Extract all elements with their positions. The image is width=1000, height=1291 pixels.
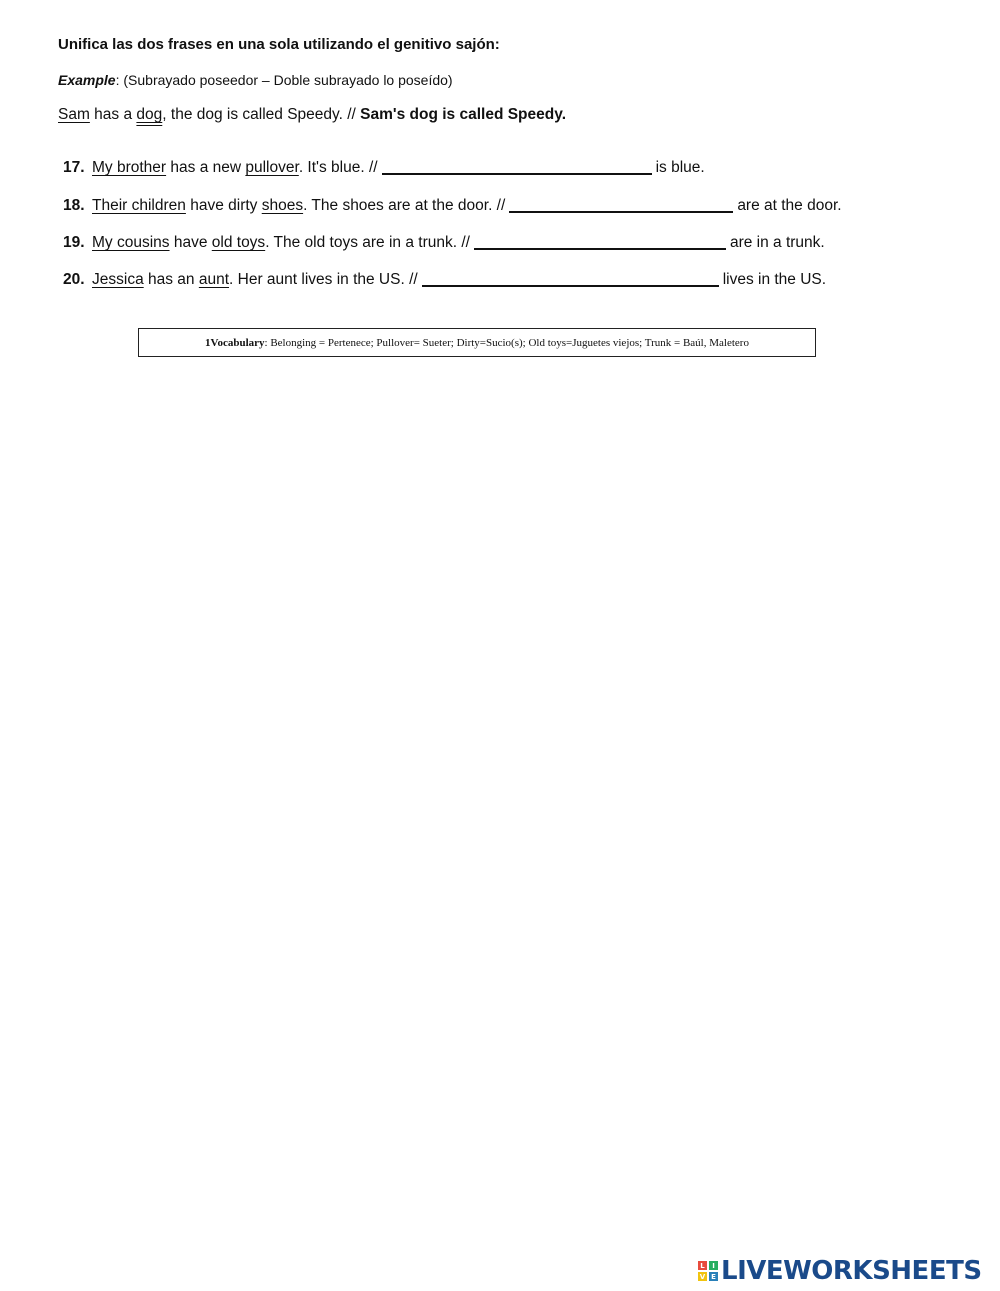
exercise-number: 20. [63, 271, 85, 288]
exercise-20 [63, 271, 826, 289]
exercise-ending: are at the door. [737, 197, 842, 214]
exercise-possessor: Jessica [92, 271, 144, 288]
example-possessed: dog [136, 106, 163, 123]
logo-letter: E [709, 1272, 718, 1281]
exercise-number: 19. [63, 234, 85, 251]
exercise-text-2: . The old toys are in a trunk. // [265, 234, 470, 251]
vocabulary-label: 1Vocabulary [205, 336, 265, 349]
logo-letter: I [709, 1261, 718, 1270]
answer-blank-18[interactable] [509, 197, 733, 213]
exercise-text-2: . The shoes are at the door. // [303, 197, 506, 214]
vocabulary-text: : Belonging = Pertenece; Pullover= Sueter; Dirty=Sucio(s); Old toys=Juguetes viejos; Trunk = Baúl, Maletero [264, 336, 749, 349]
example-possessor: Sam [58, 106, 90, 123]
logo-letter: V [699, 1272, 706, 1281]
exercise-19 [63, 234, 825, 252]
example-note: : (Subrayado poseedor – Doble subrayado lo poseído) [115, 72, 453, 88]
answer-input-20[interactable] [422, 272, 719, 286]
exercise-number: 17. [63, 159, 85, 176]
exercise-ending: is blue. [655, 159, 705, 176]
exercise-text-1: has a new [166, 159, 246, 176]
exercise-possessor: Their children [92, 197, 186, 214]
logo-text: LIVEWORKSHEETS [721, 1256, 982, 1286]
logo-letter: L [698, 1261, 707, 1270]
exercise-text-1: has an [143, 271, 199, 288]
instruction-heading: Unifica las dos frases en una sola utilizando el genitivo sajón: [58, 36, 500, 53]
exercise-possessed: aunt [198, 271, 230, 288]
logo-grid-icon [698, 1261, 718, 1281]
example-line [58, 72, 453, 88]
example-sentence [58, 106, 566, 124]
exercise-17 [63, 159, 705, 177]
exercise-18 [63, 197, 842, 215]
exercise-text-1: have [169, 234, 212, 251]
example-label: Example [58, 72, 116, 88]
exercise-number: 18. [63, 197, 85, 214]
exercise-possessor: My cousins [92, 234, 170, 251]
answer-input-18[interactable] [509, 198, 733, 212]
exercise-possessed: old toys [211, 234, 266, 251]
exercise-ending: are in a trunk. [729, 234, 825, 251]
answer-blank-17[interactable] [382, 159, 652, 175]
exercise-possessed: shoes [261, 197, 304, 214]
exercise-ending: lives in the US. [722, 271, 827, 288]
exercise-text-2: . Her aunt lives in the US. // [229, 271, 418, 288]
exercise-text-1: have dirty [185, 197, 262, 214]
vocabulary-box [138, 328, 816, 357]
exercise-possessed: pullover [245, 159, 299, 176]
answer-blank-20[interactable] [422, 271, 719, 287]
exercise-text-2: . It's blue. // [298, 159, 378, 176]
answer-input-19[interactable] [474, 235, 726, 249]
example-text-2: , the dog is called Speedy. // [162, 106, 361, 123]
answer-input-17[interactable] [382, 160, 652, 174]
example-answer: Sam's dog is called Speedy. [360, 106, 567, 123]
exercise-possessor: My brother [92, 159, 167, 176]
answer-blank-19[interactable] [474, 234, 726, 250]
example-text-1: has a [89, 106, 137, 123]
liveworksheets-logo [698, 1256, 982, 1286]
